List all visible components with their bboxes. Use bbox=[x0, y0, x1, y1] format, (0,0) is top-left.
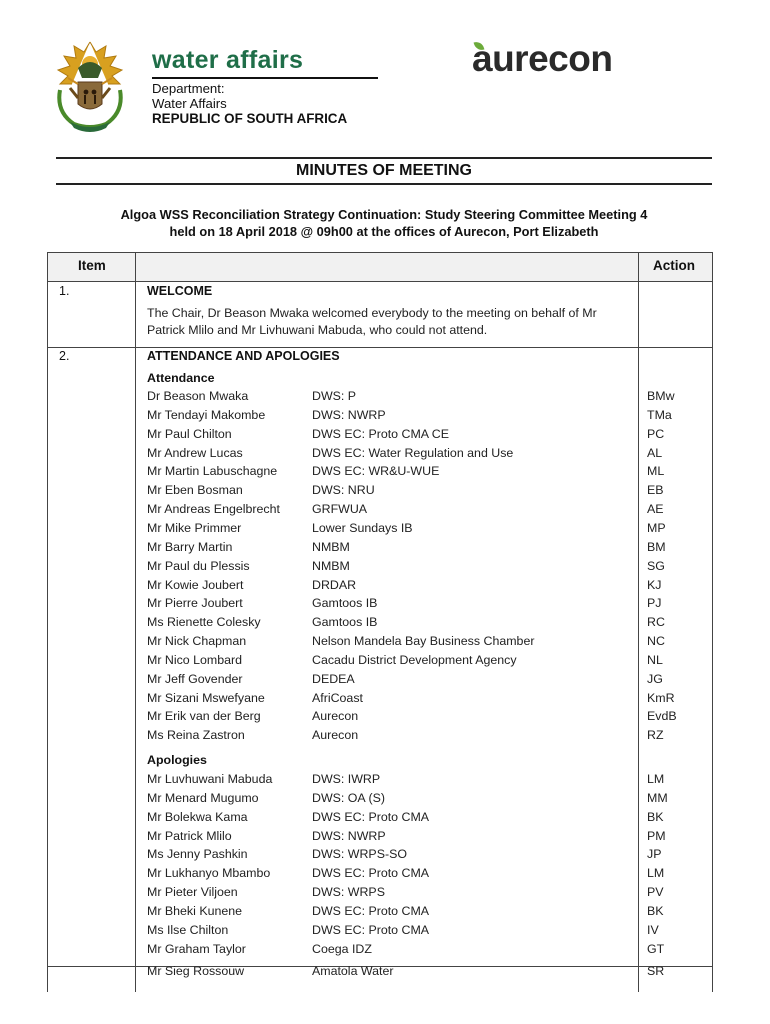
action-initials: BK bbox=[647, 903, 664, 918]
attendee-name: Mr Sizani Mswefyane bbox=[147, 690, 265, 705]
attendee-row bbox=[0, 728, 770, 747]
attendee-organisation: DWS: OA (S) bbox=[312, 790, 385, 805]
action-column-header: Action bbox=[653, 258, 695, 273]
action-initials: EB bbox=[647, 483, 664, 498]
action-initials: BM bbox=[647, 539, 666, 554]
attendee-row bbox=[0, 521, 770, 540]
department-line: Department: bbox=[152, 81, 225, 96]
attendee-row bbox=[0, 464, 770, 483]
attendee-organisation: DWS EC: Water Regulation and Use bbox=[312, 445, 514, 460]
action-initials: KmR bbox=[647, 690, 675, 705]
attendee-row bbox=[0, 829, 770, 848]
attendee-organisation: NMBM bbox=[312, 558, 350, 573]
attendee-name: Mr Jeff Govender bbox=[147, 671, 243, 686]
aurecon-wordmark: aurecon bbox=[472, 38, 613, 79]
attendee-name: Mr Bheki Kunene bbox=[147, 903, 243, 918]
attendee-name: Mr Andrew Lucas bbox=[147, 445, 243, 460]
department-rule bbox=[152, 77, 378, 79]
attendee-organisation: DWS EC: Proto CMA bbox=[312, 903, 430, 918]
action-initials: AE bbox=[647, 502, 664, 517]
coat-of-arms-icon bbox=[48, 38, 132, 134]
attendee-row bbox=[0, 653, 770, 672]
document-title: MINUTES OF MEETING bbox=[296, 162, 472, 179]
attendee-name: Dr Beason Mwaka bbox=[147, 389, 249, 403]
table-header-divider bbox=[47, 281, 713, 282]
table-border-top bbox=[47, 252, 713, 253]
attendee-name: Mr Mike Primmer bbox=[147, 520, 242, 535]
action-initials: SR bbox=[647, 963, 665, 978]
action-initials: RZ bbox=[647, 728, 664, 743]
attendance-subheading: Attendance bbox=[147, 371, 215, 385]
attendee-name: Mr Luvhuwani Mabuda bbox=[147, 772, 273, 786]
attendee-organisation: DWS: WRPS-SO bbox=[312, 847, 407, 862]
attendee-row bbox=[0, 596, 770, 615]
attendee-organisation: GRFWUA bbox=[312, 502, 368, 517]
attendee-organisation: DWS: NWRP bbox=[312, 828, 386, 843]
action-initials: RC bbox=[647, 615, 665, 630]
action-initials: IV bbox=[647, 922, 659, 937]
attendee-organisation: Lower Sundays IB bbox=[312, 520, 413, 535]
attendee-name: Mr Andreas Engelbrecht bbox=[147, 502, 280, 517]
attendee-row bbox=[0, 942, 770, 961]
welcome-text-line: Patrick Mlilo and Mr Livhuwani Mabuda, who could not attend. bbox=[147, 323, 488, 337]
attendee-organisation: Gamtoos IB bbox=[312, 615, 378, 630]
attendee-name: Mr Sieg Rossouw bbox=[147, 963, 245, 978]
attendee-organisation: DEDEA bbox=[312, 671, 355, 686]
action-initials: JG bbox=[647, 671, 663, 686]
attendee-organisation: DWS: P bbox=[312, 389, 357, 403]
attendee-row bbox=[0, 634, 770, 653]
attendee-name: Mr Tendayi Makombe bbox=[147, 407, 266, 422]
section-title-welcome: WELCOME bbox=[147, 284, 213, 298]
attendee-name: Mr Eben Bosman bbox=[147, 483, 243, 498]
aurecon-logo bbox=[460, 34, 656, 94]
attendee-name: Mr Pierre Joubert bbox=[147, 596, 243, 611]
action-initials: BK bbox=[647, 809, 664, 824]
attendee-name: Mr Paul du Plessis bbox=[147, 558, 250, 573]
attendee-row bbox=[0, 389, 770, 408]
action-initials: MP bbox=[647, 520, 666, 535]
attendee-row bbox=[0, 502, 770, 521]
attendee-row bbox=[0, 866, 770, 885]
attendee-row bbox=[0, 559, 770, 578]
attendee-organisation: NMBM bbox=[312, 539, 350, 554]
attendee-name: Ms Reina Zastron bbox=[147, 728, 245, 743]
attendee-row bbox=[0, 446, 770, 465]
attendee-name: Ms Ilse Chilton bbox=[147, 922, 229, 937]
section-divider bbox=[47, 347, 713, 348]
attendee-name: Ms Jenny Pashkin bbox=[147, 847, 248, 862]
department-name: Water Affairs bbox=[152, 96, 227, 111]
attendee-organisation: DWS EC: Proto CMA bbox=[312, 922, 430, 937]
department-title: water affairs bbox=[152, 46, 304, 74]
title-rule-top bbox=[56, 157, 712, 159]
attendee-row bbox=[0, 615, 770, 634]
attendee-row bbox=[0, 691, 770, 710]
action-initials: PJ bbox=[647, 596, 662, 611]
attendee-row bbox=[0, 427, 770, 446]
attendee-row bbox=[0, 923, 770, 942]
action-initials: KJ bbox=[647, 577, 662, 592]
action-initials: PM bbox=[647, 828, 666, 843]
action-initials: MM bbox=[647, 790, 668, 805]
attendee-row bbox=[0, 904, 770, 923]
attendee-name: Mr Menard Mugumo bbox=[147, 790, 259, 805]
attendee-row bbox=[0, 709, 770, 728]
attendee-organisation: Aurecon bbox=[312, 709, 359, 724]
action-initials: ML bbox=[647, 464, 665, 479]
attendee-organisation: AfriCoast bbox=[312, 690, 363, 705]
action-initials: BMw bbox=[647, 389, 675, 403]
attendee-organisation: DWS: IWRP bbox=[312, 772, 381, 786]
country-name: REPUBLIC OF SOUTH AFRICA bbox=[152, 111, 348, 126]
attendee-name: Mr Patrick Mlilo bbox=[147, 828, 232, 843]
action-initials: AL bbox=[647, 445, 663, 460]
attendee-row bbox=[0, 791, 770, 810]
attendee-row bbox=[0, 672, 770, 691]
action-initials: JP bbox=[647, 847, 662, 862]
action-initials: SG bbox=[647, 558, 665, 573]
table-header bbox=[47, 252, 713, 281]
attendee-name: Mr Paul Chilton bbox=[147, 426, 232, 441]
apologies-subheading: Apologies bbox=[147, 753, 207, 767]
letterhead bbox=[0, 0, 770, 150]
attendee-name: Mr Nico Lombard bbox=[147, 652, 243, 667]
attendee-organisation: DWS EC: WR&U-WUE bbox=[312, 464, 440, 479]
attendee-name: Ms Rienette Colesky bbox=[147, 615, 261, 630]
meeting-subtitle: Algoa WSS Reconciliation Strategy Continuation: Study Steering Committee Meeting 4 bbox=[120, 207, 648, 222]
attendee-organisation: Coega IDZ bbox=[312, 941, 372, 956]
attendee-organisation: Cacadu District Development Agency bbox=[312, 652, 517, 667]
item-column-header: Item bbox=[78, 258, 106, 273]
welcome-text-line: The Chair, Dr Beason Mwaka welcomed everybody to the meeting on behalf of Mr bbox=[147, 306, 597, 320]
attendee-name: Mr Nick Chapman bbox=[147, 634, 247, 649]
attendee-row bbox=[0, 483, 770, 502]
attendee-name: Mr Barry Martin bbox=[147, 539, 233, 554]
attendee-organisation: DWS EC: Proto CMA bbox=[312, 809, 430, 824]
action-initials: NL bbox=[647, 652, 663, 667]
attendee-row bbox=[0, 408, 770, 427]
attendee-organisation: Nelson Mandela Bay Business Chamber bbox=[312, 634, 535, 649]
attendee-organisation: Aurecon bbox=[312, 728, 359, 743]
attendee-organisation: DWS EC: Proto CMA bbox=[312, 866, 430, 881]
attendee-row bbox=[0, 847, 770, 866]
attendee-name: Mr Martin Labuschagne bbox=[147, 464, 278, 479]
attendee-name: Mr Kowie Joubert bbox=[147, 577, 244, 592]
attendee-row bbox=[0, 810, 770, 829]
title-rule-bottom bbox=[56, 183, 712, 185]
attendee-row bbox=[0, 772, 770, 791]
action-initials: LM bbox=[647, 866, 665, 881]
action-initials: GT bbox=[647, 941, 665, 956]
action-initials: LM bbox=[647, 772, 665, 786]
attendee-organisation: DWS: NWRP bbox=[312, 407, 386, 422]
meeting-details: held on 18 April 2018 @ 09h00 at the offices of Aurecon, Port Elizabeth bbox=[169, 224, 599, 239]
attendee-organisation: DWS EC: Proto CMA CE bbox=[312, 426, 450, 441]
action-initials: TMa bbox=[647, 407, 672, 422]
attendee-row bbox=[0, 540, 770, 559]
section-number: 1. bbox=[59, 284, 70, 298]
attendee-organisation: Amatola Water bbox=[312, 963, 394, 978]
section-number: 2. bbox=[59, 349, 70, 363]
attendee-name: Mr Pieter Viljoen bbox=[147, 885, 238, 900]
attendee-name: Mr Lukhanyo Mbambo bbox=[147, 866, 271, 881]
action-initials: NC bbox=[647, 634, 665, 649]
attendee-row bbox=[0, 964, 770, 983]
attendee-row bbox=[0, 885, 770, 904]
attendee-organisation: DWS: NRU bbox=[312, 483, 375, 498]
attendee-name: Mr Erik van der Berg bbox=[147, 709, 261, 724]
action-initials: PC bbox=[647, 426, 665, 441]
attendee-name: Mr Bolekwa Kama bbox=[147, 809, 248, 824]
action-initials: EvdB bbox=[647, 709, 677, 724]
action-initials: PV bbox=[647, 885, 664, 900]
attendee-organisation: DRDAR bbox=[312, 577, 357, 592]
attendee-name: Mr Graham Taylor bbox=[147, 941, 246, 956]
section-title-attendance: ATTENDANCE AND APOLOGIES bbox=[147, 349, 340, 363]
attendee-organisation: Gamtoos IB bbox=[312, 596, 378, 611]
attendee-organisation: DWS: WRPS bbox=[312, 885, 385, 900]
attendee-row bbox=[0, 578, 770, 597]
